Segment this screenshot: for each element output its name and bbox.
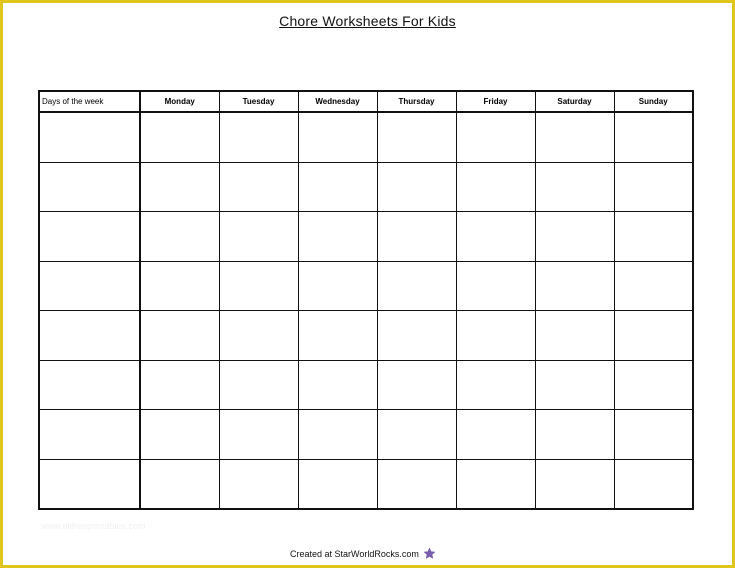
chore-cell-friday[interactable] <box>456 162 535 212</box>
chore-cell-monday[interactable] <box>140 162 219 212</box>
chore-cell-saturday[interactable] <box>535 212 614 262</box>
chore-cell-saturday[interactable] <box>535 410 614 460</box>
table-row <box>39 162 693 212</box>
chore-cell-sunday[interactable] <box>614 360 693 410</box>
chore-cell-wednesday[interactable] <box>298 459 377 509</box>
chore-cell-monday[interactable] <box>140 212 219 262</box>
day-header-tuesday: Tuesday <box>219 91 298 112</box>
chore-name-cell[interactable] <box>39 162 140 212</box>
chore-cell-friday[interactable] <box>456 311 535 361</box>
chore-cell-sunday[interactable] <box>614 112 693 162</box>
chore-cell-tuesday[interactable] <box>219 410 298 460</box>
chore-cell-tuesday[interactable] <box>219 360 298 410</box>
day-header-monday: Monday <box>140 91 219 112</box>
chore-cell-wednesday[interactable] <box>298 311 377 361</box>
table-row <box>39 360 693 410</box>
chore-name-cell[interactable] <box>39 212 140 262</box>
page-title: Chore Worksheets For Kids <box>279 13 456 29</box>
table-row <box>39 459 693 509</box>
chore-cell-friday[interactable] <box>456 212 535 262</box>
chore-cell-thursday[interactable] <box>377 212 456 262</box>
chore-chart-table <box>38 90 694 510</box>
days-of-week-label: Days of the week <box>39 91 140 112</box>
chore-cell-friday[interactable] <box>456 261 535 311</box>
chore-cell-sunday[interactable] <box>614 410 693 460</box>
chore-cell-thursday[interactable] <box>377 360 456 410</box>
chore-cell-friday[interactable] <box>456 112 535 162</box>
chore-name-cell[interactable] <box>39 261 140 311</box>
chore-cell-saturday[interactable] <box>535 360 614 410</box>
table-row <box>39 112 693 162</box>
day-header-sunday: Sunday <box>614 91 693 112</box>
chore-cell-monday[interactable] <box>140 261 219 311</box>
table-row <box>39 410 693 460</box>
day-header-friday: Friday <box>456 91 535 112</box>
chore-cell-thursday[interactable] <box>377 112 456 162</box>
day-header-wednesday: Wednesday <box>298 91 377 112</box>
chore-cell-thursday[interactable] <box>377 459 456 509</box>
chore-cell-friday[interactable] <box>456 410 535 460</box>
chore-cell-wednesday[interactable] <box>298 212 377 262</box>
chore-name-cell[interactable] <box>39 360 140 410</box>
header-row <box>39 91 693 112</box>
chore-cell-wednesday[interactable] <box>298 162 377 212</box>
chore-cell-monday[interactable] <box>140 112 219 162</box>
chore-cell-thursday[interactable] <box>377 410 456 460</box>
chore-table-body <box>39 112 693 509</box>
chore-cell-tuesday[interactable] <box>219 261 298 311</box>
chore-cell-wednesday[interactable] <box>298 112 377 162</box>
footer-created-text: Created at StarWorldRocks.com <box>290 548 419 559</box>
chore-cell-saturday[interactable] <box>535 261 614 311</box>
table-row <box>39 212 693 262</box>
chore-name-cell[interactable] <box>39 410 140 460</box>
day-header-thursday: Thursday <box>377 91 456 112</box>
chore-cell-monday[interactable] <box>140 459 219 509</box>
day-header-saturday: Saturday <box>535 91 614 112</box>
watermark-text: www.allfreeprintables.com <box>41 521 146 531</box>
table-row <box>39 261 693 311</box>
chore-cell-sunday[interactable] <box>614 212 693 262</box>
chore-cell-thursday[interactable] <box>377 261 456 311</box>
chore-cell-sunday[interactable] <box>614 311 693 361</box>
chore-cell-friday[interactable] <box>456 360 535 410</box>
chore-name-cell[interactable] <box>39 112 140 162</box>
chore-cell-monday[interactable] <box>140 410 219 460</box>
chore-cell-tuesday[interactable] <box>219 212 298 262</box>
chore-cell-thursday[interactable] <box>377 311 456 361</box>
chore-cell-tuesday[interactable] <box>219 162 298 212</box>
chore-cell-sunday[interactable] <box>614 261 693 311</box>
chore-cell-monday[interactable] <box>140 311 219 361</box>
star-icon <box>423 547 436 560</box>
chore-cell-wednesday[interactable] <box>298 360 377 410</box>
chore-cell-saturday[interactable] <box>535 459 614 509</box>
chore-cell-tuesday[interactable] <box>219 459 298 509</box>
chore-cell-saturday[interactable] <box>535 311 614 361</box>
chore-name-cell[interactable] <box>39 311 140 361</box>
footer-credit <box>290 547 436 560</box>
chore-cell-tuesday[interactable] <box>219 311 298 361</box>
chore-cell-sunday[interactable] <box>614 162 693 212</box>
chore-cell-wednesday[interactable] <box>298 261 377 311</box>
chore-cell-friday[interactable] <box>456 459 535 509</box>
chore-cell-wednesday[interactable] <box>298 410 377 460</box>
chore-cell-saturday[interactable] <box>535 162 614 212</box>
chore-cell-tuesday[interactable] <box>219 112 298 162</box>
table-row <box>39 311 693 361</box>
chore-name-cell[interactable] <box>39 459 140 509</box>
chore-cell-saturday[interactable] <box>535 112 614 162</box>
chore-cell-sunday[interactable] <box>614 459 693 509</box>
chore-cell-monday[interactable] <box>140 360 219 410</box>
chore-cell-thursday[interactable] <box>377 162 456 212</box>
